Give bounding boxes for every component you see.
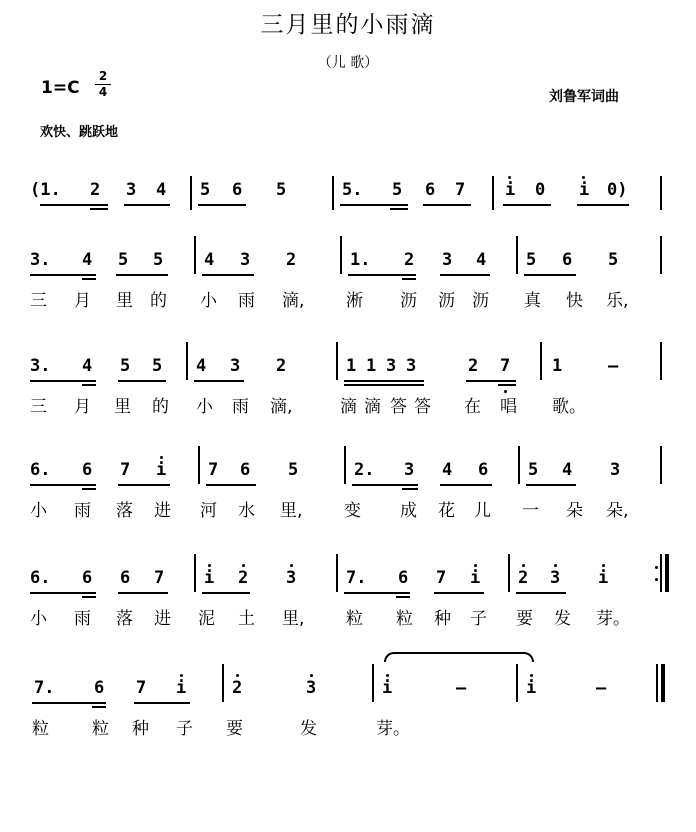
note: 1. bbox=[350, 250, 371, 270]
underline bbox=[340, 204, 408, 206]
barline bbox=[222, 664, 224, 702]
note: 3 bbox=[306, 678, 317, 698]
note: 5 bbox=[152, 356, 163, 376]
note: 7 bbox=[136, 678, 147, 698]
note: i bbox=[579, 180, 590, 200]
note: 7 bbox=[120, 460, 131, 480]
note: 4 bbox=[442, 460, 453, 480]
lyric: 里 bbox=[116, 291, 133, 311]
underline bbox=[30, 380, 96, 382]
lyric: 进 bbox=[154, 609, 171, 629]
lyric: 滴 bbox=[340, 397, 357, 417]
lyric: 要 bbox=[226, 719, 243, 739]
lyric: 三 bbox=[30, 291, 47, 311]
underline bbox=[134, 702, 190, 704]
lyric: 水 bbox=[238, 501, 255, 521]
underline bbox=[396, 596, 410, 598]
note: 6 bbox=[425, 180, 436, 200]
note: 7 bbox=[455, 180, 466, 200]
high-dot bbox=[290, 564, 293, 567]
barline bbox=[198, 446, 200, 484]
lyric: 小 bbox=[196, 397, 213, 417]
underline bbox=[402, 278, 416, 280]
note: 3 bbox=[126, 180, 137, 200]
lyric: 花 bbox=[438, 501, 455, 521]
lyric: 唱 bbox=[500, 397, 517, 417]
lyric: 发 bbox=[554, 609, 571, 629]
note: 3 bbox=[286, 568, 297, 588]
barline bbox=[660, 236, 662, 274]
lyric: 在 bbox=[464, 397, 481, 417]
lyric: 粒 bbox=[32, 719, 49, 739]
lyric: 沥 bbox=[472, 291, 489, 311]
lyric: 河 bbox=[200, 501, 217, 521]
note: 2 bbox=[238, 568, 249, 588]
note: – bbox=[608, 356, 619, 376]
lyric: 真 bbox=[524, 291, 541, 311]
high-dot bbox=[180, 674, 183, 677]
lyric: 雨 bbox=[238, 291, 255, 311]
note: 5 bbox=[200, 180, 211, 200]
note: 6 bbox=[240, 460, 251, 480]
lyric: 三 bbox=[30, 397, 47, 417]
underline bbox=[466, 380, 516, 382]
note: 5 bbox=[118, 250, 129, 270]
composer-credit: 刘鲁军词曲 bbox=[549, 89, 619, 105]
lyric: 月 bbox=[74, 397, 91, 417]
underline bbox=[40, 204, 108, 206]
note: 3 bbox=[240, 250, 251, 270]
note: 7 bbox=[500, 356, 511, 376]
note: 6 bbox=[478, 460, 489, 480]
tie bbox=[384, 652, 534, 662]
note: 2 bbox=[286, 250, 297, 270]
note: 2 bbox=[90, 180, 101, 200]
note: 5 bbox=[153, 250, 164, 270]
note: 5 bbox=[392, 180, 403, 200]
key-signature: 1=C bbox=[41, 78, 80, 98]
underline bbox=[82, 488, 96, 490]
underline bbox=[440, 274, 490, 276]
high-dot bbox=[236, 674, 239, 677]
note: 4 bbox=[204, 250, 215, 270]
note: 2 bbox=[276, 356, 287, 376]
underline bbox=[440, 484, 492, 486]
high-dot bbox=[310, 674, 313, 677]
note: i bbox=[176, 678, 187, 698]
repeat-barline bbox=[665, 554, 669, 592]
lyric: 种 bbox=[434, 609, 451, 629]
barline bbox=[518, 446, 520, 484]
note: 7 bbox=[436, 568, 447, 588]
lyric: 儿 bbox=[474, 501, 491, 521]
underline bbox=[344, 380, 424, 382]
lyric: 滴, bbox=[270, 397, 293, 417]
barline bbox=[194, 236, 196, 274]
note: 3. bbox=[30, 356, 51, 376]
barline bbox=[332, 176, 334, 210]
underline bbox=[202, 274, 254, 276]
lyric: 的 bbox=[150, 291, 167, 311]
lyric: 雨 bbox=[74, 609, 91, 629]
note: 1 bbox=[346, 356, 357, 376]
underline bbox=[344, 592, 410, 594]
barline bbox=[336, 342, 338, 380]
underline bbox=[498, 384, 516, 386]
note: 6. bbox=[30, 568, 51, 588]
high-dot bbox=[554, 564, 557, 567]
underline bbox=[118, 380, 166, 382]
underline bbox=[390, 208, 408, 210]
note: 4 bbox=[156, 180, 167, 200]
song-title: 三月里的小雨滴 bbox=[260, 12, 436, 38]
barline bbox=[660, 446, 662, 484]
time-signature-bottom: 4 bbox=[98, 85, 108, 99]
lyric: 沥 bbox=[438, 291, 455, 311]
barline bbox=[508, 554, 510, 592]
barline bbox=[336, 554, 338, 592]
underline bbox=[577, 204, 629, 206]
repeat-dot bbox=[655, 566, 658, 569]
lyric: 粒 bbox=[346, 609, 363, 629]
note: 6 bbox=[120, 568, 131, 588]
lyric: 里 bbox=[114, 397, 131, 417]
score-row-4 bbox=[0, 446, 696, 521]
note: i bbox=[382, 678, 393, 698]
lyric: 粒 bbox=[92, 719, 109, 739]
note: 5 bbox=[608, 250, 619, 270]
note: – bbox=[456, 678, 467, 698]
high-dot bbox=[508, 176, 511, 179]
lyric: 乐, bbox=[606, 291, 629, 311]
underline bbox=[82, 278, 96, 280]
note: 6 bbox=[562, 250, 573, 270]
score-row-3 bbox=[0, 342, 696, 417]
repeat-dot bbox=[655, 578, 658, 581]
barline bbox=[660, 342, 662, 380]
barline bbox=[540, 342, 542, 380]
high-dot bbox=[522, 564, 525, 567]
lyric: 月 bbox=[74, 291, 91, 311]
note: i bbox=[526, 678, 537, 698]
note: 3 bbox=[442, 250, 453, 270]
lyric: 雨 bbox=[232, 397, 249, 417]
barline bbox=[190, 176, 192, 210]
underline bbox=[118, 592, 168, 594]
underline bbox=[434, 592, 484, 594]
underline bbox=[202, 592, 250, 594]
note: 6 bbox=[398, 568, 409, 588]
lyric: 里, bbox=[282, 609, 305, 629]
barline bbox=[516, 236, 518, 274]
time-signature-top: 2 bbox=[98, 69, 108, 83]
lyric: 滴 bbox=[364, 397, 381, 417]
lyric: 小 bbox=[30, 609, 47, 629]
note: 6 bbox=[82, 568, 93, 588]
underline bbox=[118, 484, 170, 486]
underline bbox=[526, 484, 576, 486]
note: 2 bbox=[518, 568, 529, 588]
high-dot bbox=[160, 456, 163, 459]
barline bbox=[194, 554, 196, 592]
note: i bbox=[470, 568, 481, 588]
score-row-5 bbox=[0, 554, 696, 629]
note: 2 bbox=[468, 356, 479, 376]
lyric: 粒 bbox=[396, 609, 413, 629]
lyric: 子 bbox=[470, 609, 487, 629]
barline bbox=[492, 176, 494, 210]
note: 6 bbox=[232, 180, 243, 200]
note: 7 bbox=[208, 460, 219, 480]
lyric: 进 bbox=[154, 501, 171, 521]
note: i bbox=[598, 568, 609, 588]
underline bbox=[206, 484, 256, 486]
lyric: 芽。 bbox=[596, 609, 630, 629]
note: 5 bbox=[526, 250, 537, 270]
barline bbox=[660, 176, 662, 210]
note: 2 bbox=[232, 678, 243, 698]
lyric: 小 bbox=[30, 501, 47, 521]
note: 5. bbox=[342, 180, 363, 200]
barline bbox=[344, 446, 346, 484]
note: 3 bbox=[386, 356, 397, 376]
high-dot bbox=[474, 564, 477, 567]
note: 4 bbox=[476, 250, 487, 270]
note: 7 bbox=[154, 568, 165, 588]
lyric: 雨 bbox=[74, 501, 91, 521]
underline bbox=[124, 204, 170, 206]
barline bbox=[660, 554, 662, 592]
lyric: 歌。 bbox=[552, 397, 586, 417]
underline bbox=[402, 488, 418, 490]
note: i bbox=[505, 180, 516, 200]
lyric: 子 bbox=[176, 719, 193, 739]
score-row-2 bbox=[0, 236, 696, 311]
underline bbox=[30, 592, 96, 594]
note: 6. bbox=[30, 460, 51, 480]
lyric: 朵, bbox=[606, 501, 629, 521]
score-row-1 bbox=[0, 166, 696, 226]
high-dot bbox=[386, 674, 389, 677]
note: 7. bbox=[34, 678, 55, 698]
note: 4 bbox=[562, 460, 573, 480]
lyric: 里, bbox=[280, 501, 303, 521]
lyric: 答 bbox=[414, 397, 431, 417]
note: (1. bbox=[30, 180, 61, 200]
underline bbox=[32, 702, 106, 704]
score-row-6 bbox=[0, 664, 696, 739]
note: 5 bbox=[528, 460, 539, 480]
note: 4 bbox=[196, 356, 207, 376]
final-barline bbox=[661, 664, 665, 702]
underline bbox=[194, 380, 244, 382]
song-subtitle: （儿 歌） bbox=[317, 55, 379, 71]
note: 3 bbox=[230, 356, 241, 376]
note: i bbox=[156, 460, 167, 480]
lyric: 答 bbox=[390, 397, 407, 417]
lyric: 芽。 bbox=[376, 719, 410, 739]
high-dot bbox=[242, 564, 245, 567]
lyric: 变 bbox=[344, 501, 361, 521]
barline bbox=[372, 664, 374, 702]
underline bbox=[423, 204, 471, 206]
note: – bbox=[596, 678, 607, 698]
underline bbox=[30, 274, 96, 276]
note: 2 bbox=[404, 250, 415, 270]
underline bbox=[90, 208, 108, 210]
note: 3 bbox=[404, 460, 415, 480]
lyric: 发 bbox=[300, 719, 317, 739]
high-dot bbox=[602, 564, 605, 567]
note: i bbox=[204, 568, 215, 588]
time-signature bbox=[95, 70, 111, 99]
lyric: 快 bbox=[566, 291, 583, 311]
note: 4 bbox=[82, 356, 93, 376]
note: 3. bbox=[30, 250, 51, 270]
note: 3 bbox=[406, 356, 417, 376]
lyric: 种 bbox=[132, 719, 149, 739]
tempo-marking: 欢快、跳跃地 bbox=[40, 125, 119, 140]
barline bbox=[656, 664, 658, 702]
note: 0) bbox=[607, 180, 628, 200]
underline bbox=[116, 274, 168, 276]
underline bbox=[82, 596, 96, 598]
lyric: 泥 bbox=[198, 609, 215, 629]
lyric: 一 bbox=[522, 501, 539, 521]
note: 1 bbox=[366, 356, 377, 376]
lyric: 落 bbox=[116, 501, 133, 521]
lyric: 沥 bbox=[400, 291, 417, 311]
note: 1 bbox=[552, 356, 563, 376]
lyric: 要 bbox=[516, 609, 533, 629]
note: 5 bbox=[276, 180, 287, 200]
underline bbox=[516, 592, 566, 594]
lyric: 朵 bbox=[566, 501, 583, 521]
lyric: 淅 bbox=[346, 291, 363, 311]
barline bbox=[340, 236, 342, 274]
note: 5 bbox=[288, 460, 299, 480]
lyric: 成 bbox=[400, 501, 417, 521]
high-dot bbox=[530, 674, 533, 677]
lyric: 的 bbox=[152, 397, 169, 417]
lyric: 小 bbox=[200, 291, 217, 311]
underline bbox=[524, 274, 576, 276]
high-dot bbox=[582, 176, 585, 179]
lyric: 落 bbox=[116, 609, 133, 629]
note: 0 bbox=[535, 180, 546, 200]
note: 6 bbox=[94, 678, 105, 698]
note: 6 bbox=[82, 460, 93, 480]
underline bbox=[198, 204, 246, 206]
note: 3 bbox=[550, 568, 561, 588]
lyric: 土 bbox=[238, 609, 255, 629]
underline bbox=[344, 384, 424, 386]
note: 7. bbox=[346, 568, 367, 588]
note: 2. bbox=[354, 460, 375, 480]
underline bbox=[503, 204, 551, 206]
barline bbox=[516, 664, 518, 702]
underline bbox=[348, 274, 416, 276]
note: 4 bbox=[82, 250, 93, 270]
note: 3 bbox=[610, 460, 621, 480]
barline bbox=[186, 342, 188, 380]
underline bbox=[82, 384, 96, 386]
underline bbox=[30, 484, 96, 486]
underline bbox=[92, 706, 106, 708]
underline bbox=[352, 484, 418, 486]
high-dot bbox=[208, 564, 211, 567]
note: 5 bbox=[120, 356, 131, 376]
lyric: 滴, bbox=[282, 291, 305, 311]
